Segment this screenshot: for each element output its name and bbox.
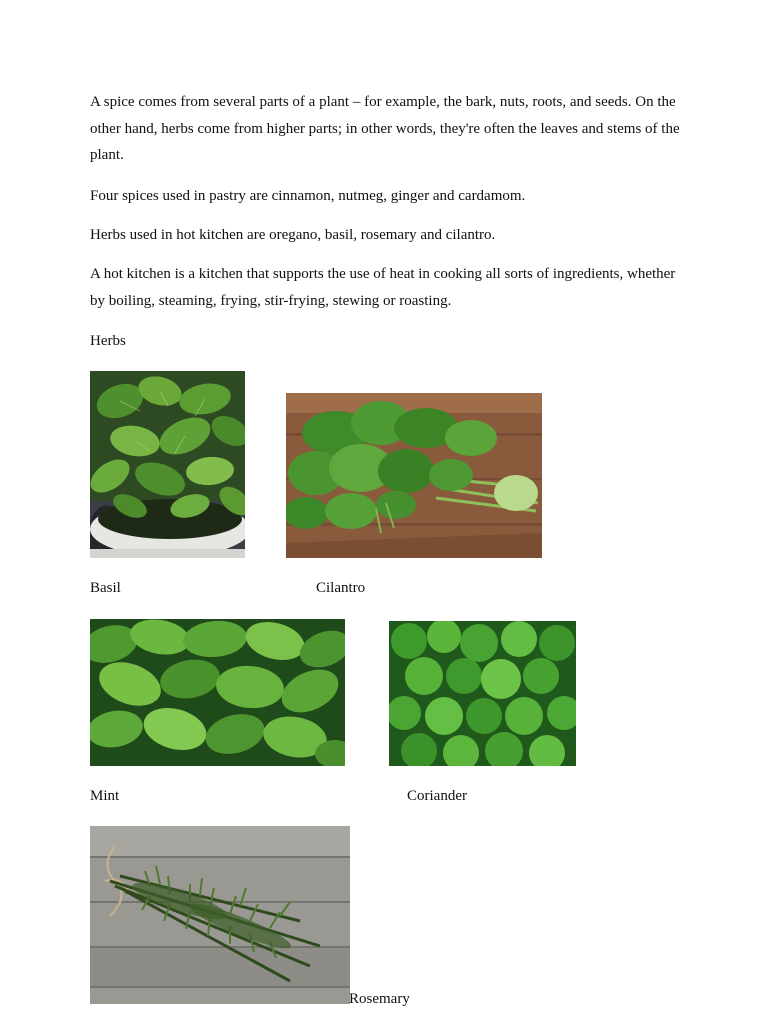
paragraph-spice-vs-herb: A spice comes from several parts of a plant – for example, the bark, nuts, roots, and seeds. On the other hand, herbs come from higher parts; in other words, they're often the leaves and stems of the plant. — [90, 94, 680, 163]
section-heading-herbs: Herbs — [90, 333, 126, 349]
caption-mint: Mint — [90, 788, 120, 804]
caption-basil: Basil — [90, 580, 121, 596]
paragraph-pastry-spices: Four spices used in pastry are cinnamon, nutmeg, ginger and cardamom. — [90, 188, 526, 204]
coriander-photo — [389, 621, 576, 766]
caption-coriander: Coriander — [407, 788, 467, 804]
caption-cilantro: Cilantro — [316, 580, 366, 596]
mint-photo — [90, 619, 345, 766]
caption-rosemary: Rosemary — [349, 991, 410, 1007]
paragraph-hot-kitchen-definition: A hot kitchen is a kitchen that supports the use of heat in cooking all sorts of ingredients, whether by boiling, steaming, frying, stir-frying, stewing or roasting. — [90, 266, 676, 309]
rosemary-photo — [90, 826, 350, 1004]
paragraph-hot-kitchen-herbs: Herbs used in hot kitchen are oregano, basil, rosemary and cilantro. — [90, 227, 496, 243]
basil-photo — [90, 371, 245, 558]
cilantro-photo — [286, 393, 542, 558]
